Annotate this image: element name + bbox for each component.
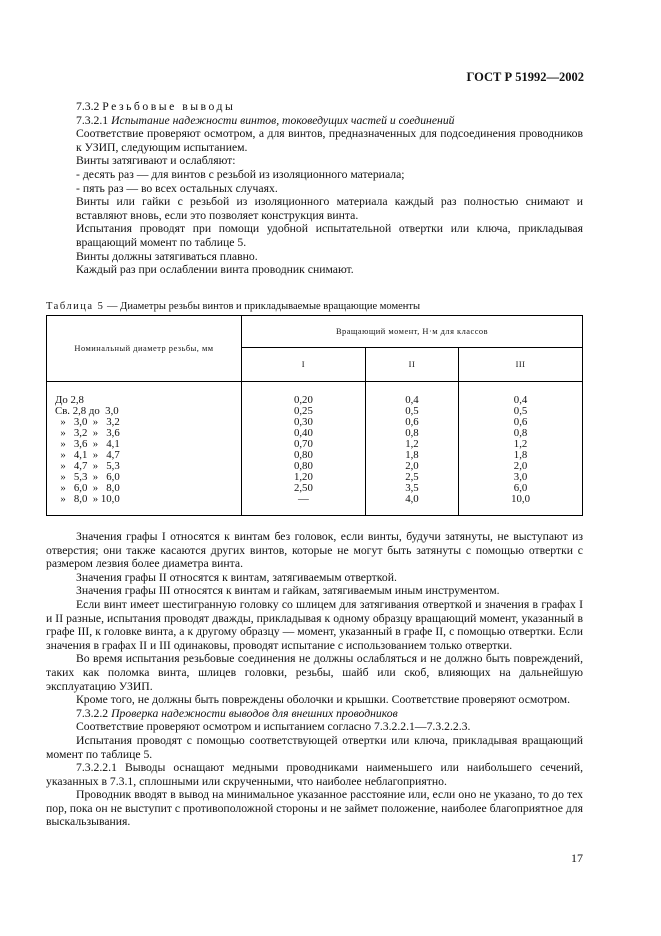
paragraph: Во время испытания резьбовые соединения не должны ослабляться и не должно быть повреждений, таких как поломка винта, шлицев головки, резьбы, шайб или скоб, влияющих на дальнейшую эксплуатацию УЗИП. — [46, 652, 583, 693]
subsection-title: Испытание надежности винтов, токоведущих частей и соединений — [111, 113, 455, 127]
torque-cell: — — [298, 493, 309, 505]
torque-cell: 1,8 — [405, 449, 419, 461]
torque-cell: 0,8 — [513, 427, 528, 439]
table-caption-text: — Диаметры резьбы винтов и прикладываемые вращающие моменты — [104, 301, 421, 312]
paragraph: Испытания проводят при помощи удобной испытательной отвертки или ключа, прикладывая вращающий момент по таблице 5. — [76, 222, 583, 249]
torque-cell: 6,0 — [513, 482, 528, 494]
list-item: - пять раз — во всех остальных случаях. — [76, 181, 278, 195]
paragraph: Значения графы III относятся к винтам и гайкам, затягиваемым иным инструментом. — [76, 584, 500, 598]
paragraph: Кроме того, не должны быть повреждены оболочки и крышки. Соответствие проверяют осмотром. — [76, 693, 570, 707]
diameter-column — [47, 382, 242, 516]
diameter-cell: » 4,1 » 4,7 — [55, 449, 120, 461]
torque-cell: 0,6 — [513, 416, 528, 428]
paragraph: Винты должны затягиваться плавно. — [76, 249, 258, 263]
section-number: 7.3.2 — [76, 100, 100, 113]
torque-cell: 3,5 — [405, 482, 419, 494]
col-header-diameter: Номинальный диаметр резьбы, мм — [47, 316, 242, 382]
diameter-cell: » 3,2 » 3,6 — [55, 427, 120, 439]
torque-cell: 0,80 — [293, 460, 313, 472]
torque-cell: 0,80 — [293, 449, 313, 461]
torque-cell: 1,8 — [513, 449, 528, 461]
col-header-class-2: II — [365, 348, 458, 382]
section-title: Резьбовые выводы — [102, 100, 236, 113]
torque-cell: 0,4 — [405, 394, 419, 406]
col-header-class-3: III — [459, 348, 583, 382]
torque-cell: 2,0 — [405, 460, 419, 472]
torque-cell: 0,70 — [293, 438, 313, 450]
class-2-column — [365, 382, 458, 516]
section-heading — [76, 100, 583, 114]
diameter-cell: » 3,0 » 3,2 — [55, 416, 120, 428]
torque-cell: 1,2 — [513, 438, 528, 450]
torque-cell: 1,20 — [293, 471, 313, 483]
diameter-cell: До 2,8 — [55, 394, 84, 406]
col-header-class-1: I — [242, 348, 366, 382]
torque-cell: 0,40 — [293, 427, 313, 439]
diameter-cell: » 8,0 » 10,0 — [55, 493, 120, 505]
torque-cell: 2,0 — [513, 460, 528, 472]
torque-cell: 0,25 — [293, 405, 313, 417]
diameter-cell: » 5,3 » 6,0 — [55, 471, 120, 483]
diameter-cell: » 4,7 » 5,3 — [55, 460, 120, 472]
subsection-heading — [46, 707, 583, 721]
paragraph: Проводник вводят в вывод на минимальное указанное расстояние или, если оно не указано, то до тех пор, пока он не выступит с противоположной стороны и не займет положение, наиболее благоприятное для выскальзывания. — [46, 788, 583, 829]
paragraph: Если винт имеет шестигранную головку со шлицем для затягивания отверткой и значения в графах I и II разные, испытания проводят дважды, прикладывая к одному образцу вращающий момент, указанный в графе III, к головке винта, а к другому образцу — момент, указанный в графе II, с помощью отвертки. Если значения в графах II и III одинаковы, проводят испытание с использованием только отвертки. — [46, 597, 583, 652]
torque-cell: 2,50 — [293, 482, 313, 494]
torque-cell: 2,5 — [405, 471, 419, 483]
torque-cell: 0,8 — [405, 427, 419, 439]
torque-cell: 0,20 — [293, 394, 313, 406]
torque-cell: 0,4 — [513, 394, 528, 406]
diameter-cell: Св. 2,8 до 3,0 — [55, 405, 119, 417]
list-item: - десять раз — для винтов с резьбой из изоляционного материала; — [76, 167, 405, 181]
paragraph: Значения графы I относятся к винтам без головок, если винты, будучи затянуты, не выступают из отверстия; они также касаются других винтов, которые не могут быть затянуты с помощью отвертки с размером лезвия более диаметра винта. — [46, 530, 583, 571]
torque-cell: 10,0 — [511, 493, 530, 505]
subsection-number: 7.3.2.1 — [76, 113, 109, 127]
paragraph: Каждый раз при ослаблении винта проводник снимают. — [76, 263, 354, 277]
subsection-title: Проверка надежности выводов для внешних проводников — [111, 706, 398, 720]
torque-cell: 3,0 — [513, 471, 528, 483]
torque-cell: 4,0 — [405, 493, 419, 505]
paragraph: Винты или гайки с резьбой из изоляционного материала каждый раз полностью снимают и вставляют вновь, если это позволяет конструкция винта. — [76, 195, 583, 222]
class-3-column — [459, 382, 583, 516]
diameter-cell: » 3,6 » 4,1 — [55, 438, 120, 450]
class-1-column — [242, 382, 366, 516]
paragraph: 7.3.2.2.1 Выводы оснащают медными проводниками наименьшего или наибольшего сечений, указанных в 7.3.1, сплошными или скрученными, что наиболее неблагоприятно. — [46, 761, 583, 788]
top-section — [76, 100, 583, 277]
subsection-heading — [76, 114, 583, 128]
paragraph: Испытания проводят с помощью соответствующей отвертки или ключа, прикладывая вращающий момент по таблице 5. — [46, 733, 583, 761]
torque-cell: 0,30 — [293, 416, 313, 428]
torque-cell: 0,5 — [405, 405, 419, 417]
table-caption-prefix: Таблица 5 — [46, 301, 105, 312]
page-number: 17 — [571, 851, 583, 865]
paragraph: Соответствие проверяют осмотром и испытанием согласно 7.3.2.2.1—7.3.2.2.3. — [76, 720, 471, 734]
col-header-group: Вращающий момент, Н·м для классов — [242, 316, 583, 348]
table-caption — [46, 301, 420, 312]
lower-section — [46, 530, 583, 829]
torque-cell: 0,5 — [513, 405, 528, 417]
diameter-cell: » 6,0 » 8,0 — [55, 482, 120, 494]
torque-cell: 0,6 — [405, 416, 419, 428]
subsection-number: 7.3.2.2 — [76, 706, 109, 720]
paragraph: Соответствие проверяют осмотром, а для винтов, предназначенных для подсоединения проводников к УЗИП, следующим испытанием. — [76, 127, 583, 154]
torque-cell: 1,2 — [405, 438, 419, 450]
document-code: ГОСТ Р 51992—2002 — [466, 70, 584, 84]
torque-table — [46, 315, 583, 516]
paragraph: Значения графы II относятся к винтам, затягиваемым отверткой. — [76, 570, 397, 584]
paragraph: Винты затягивают и ослабляют: — [76, 154, 236, 168]
